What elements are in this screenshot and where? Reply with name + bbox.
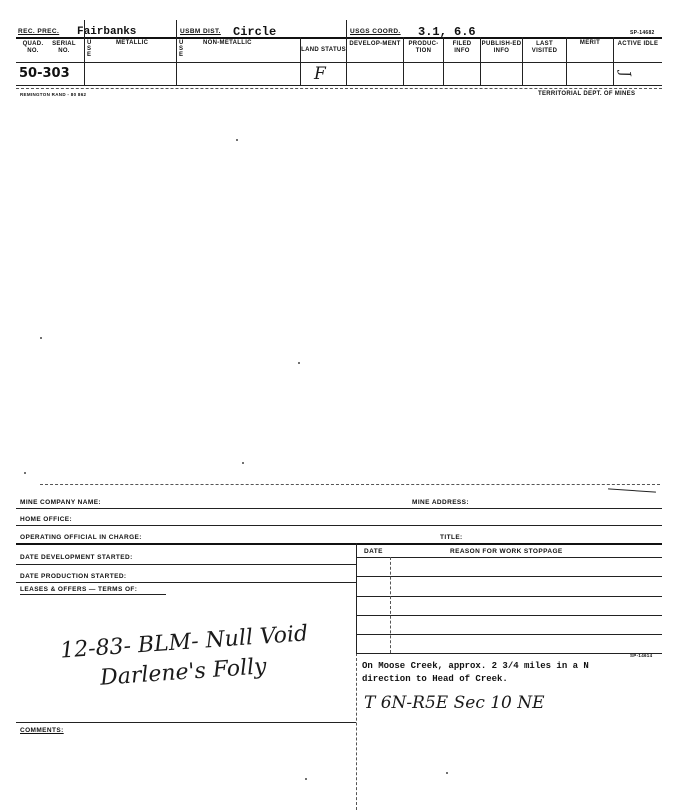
col-land-status-header: LAND STATUS (301, 47, 346, 53)
reason-col-header: REASON FOR WORK STOPPAGE (450, 548, 563, 555)
center-divider (356, 543, 357, 653)
usbm-dist-label: USBM DIST. (180, 28, 221, 35)
title-label: TITLE: (440, 534, 463, 541)
date-production-label: DATE PRODUCTION STARTED: (20, 573, 127, 580)
issuing-department: TERRITORIAL DEPT. OF MINES (538, 91, 636, 97)
use-letters-metallic: U S E (87, 40, 92, 58)
col-filed-info-header: FILED INFO (452, 41, 472, 54)
quad-serial-value: 50-303 (19, 66, 70, 81)
col-divider (84, 20, 85, 86)
township-range-section: T 6N-R5E Sec 10 NE (364, 693, 545, 713)
mine-address-label: MINE ADDRESS: (412, 499, 469, 506)
date-development-label: DATE DEVELOPMENT STARTED: (20, 554, 133, 561)
col-metallic-header: METALLIC (116, 40, 149, 46)
card-top-edge (40, 484, 660, 485)
usgs-coord-value: 3.1, 6.6 (418, 25, 476, 39)
rec-prec-value: Fairbanks (77, 26, 137, 38)
active-idle-value: J (616, 69, 634, 79)
handwritten-lease-note-line2: Darlene's Folly (99, 654, 268, 691)
col-divider (300, 37, 301, 86)
handwritten-lease-note-line1: 12-83- BLM- Null Void (59, 621, 309, 664)
col-non-metallic-header: NON-METALLIC (203, 40, 252, 46)
land-status-value: F (314, 64, 326, 84)
col-published-info-header: PUBLISH-ED INFO (481, 41, 522, 54)
form-number-top: SP-14682 (630, 30, 655, 36)
col-divider (176, 20, 177, 86)
leases-offers-label: LEASES & OFFERS — TERMS OF: (20, 586, 138, 593)
col-merit-header: MERIT (579, 40, 601, 46)
mine-company-label: MINE COMPANY NAME: (20, 499, 101, 506)
rec-prec-label: REC. PREC. (18, 28, 60, 35)
col-active-idle-header: ACTIVE IDLE (617, 41, 659, 47)
col-production-header: PRODUC-TION (408, 41, 439, 54)
use-letters-nonmetallic: U S E (179, 40, 184, 58)
form-number-bottom: SP-14614 (630, 653, 653, 658)
operating-official-label: OPERATING OFFICIAL IN CHARGE: (20, 534, 142, 541)
col-serial-header: SERIAL NO. (52, 41, 76, 54)
col-development-header: DEVELOP-MENT (349, 41, 401, 47)
usgs-coord-label: USGS COORD. (350, 28, 401, 35)
col-last-visited-header: LAST VISITED (531, 41, 558, 54)
date-col-header: DATE (364, 548, 383, 555)
comments-label: COMMENTS: (20, 727, 64, 734)
home-office-label: HOME OFFICE: (20, 516, 73, 523)
card-bottom-edge (16, 88, 662, 89)
usbm-dist-value: Circle (233, 25, 277, 39)
col-quad-header: QUAD. NO. (22, 41, 44, 54)
col-divider (346, 20, 347, 86)
location-description-line2: direction to Head of Creek. (362, 674, 508, 684)
location-description-line1: On Moose Creek, approx. 2 3/4 miles in a N (362, 661, 589, 671)
printer-credit: REMINGTON RAND - 80 862 (20, 92, 87, 97)
